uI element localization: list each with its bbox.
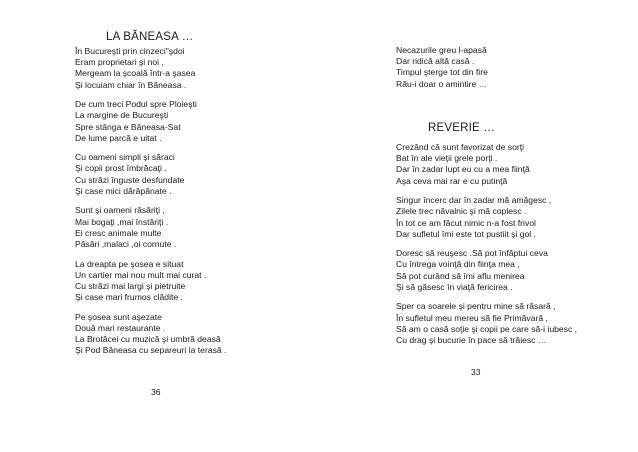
right-page	[319, 0, 638, 452]
poem-title-reverie: REVERIE …	[428, 122, 495, 134]
verse-line: Dar ridică altă casă .	[396, 56, 475, 67]
verse-line: Sunt şi oameni răsăriţi ,	[75, 205, 165, 216]
verse-line: Şi locuiam chiar în Băneasa .	[75, 79, 187, 90]
verse-line: Şi să găsesc în viaţă fericirea .	[396, 281, 513, 292]
verse-line: Cu oameni simpli şi săraci	[75, 152, 175, 163]
poem-body-la-baneasa	[75, 46, 226, 365]
verse-line: Rău-i doar o amintire …	[396, 78, 488, 89]
verse-line: Să pot curând să îmi aflu menirea	[396, 270, 525, 281]
stanza	[396, 195, 577, 240]
verse-line: Mergeam la şcoală într-a şasea	[75, 68, 196, 79]
verse-line: Crezând că sunt favorizat de sorţi	[396, 142, 525, 152]
verse-line: Timpul şterge tot din fire	[396, 67, 488, 78]
stanza	[396, 142, 577, 187]
verse-line: Un cartier mai nou mult mai curat .	[75, 269, 207, 280]
verse-line: Păsări ,malaci ,oi cornute .	[75, 238, 177, 249]
verse-line: Zilele trec năvalnic şi mă coplesc .	[396, 206, 527, 217]
verse-line: Dar sufletul îmi este tot pustiit şi gol .	[396, 228, 536, 239]
verse-line: Eram proprietari şi noi ,	[75, 57, 164, 68]
verse-line: Necazurile greu l-apasă	[396, 45, 487, 55]
verse-line: În tot ce am făcut nimic n-a fost frivol	[396, 217, 536, 228]
verse-line: Şi case mari frumos clădite .	[75, 292, 183, 303]
verse-line: Pe şosea sunt aşezate	[75, 311, 162, 322]
verse-line: Ei cresc animale multe	[75, 227, 162, 238]
verse-line: Două mari restaurante .	[75, 322, 166, 333]
verse-line: Doresc să reuşesc .Să pot înfăptui ceva	[396, 248, 548, 259]
verse-line: De cum treci Podul spre Ploieşti	[75, 99, 197, 110]
stanza	[75, 99, 226, 144]
verse-line: Sper ca soarele şi pentru mine să răsară ,	[396, 301, 556, 312]
verse-line: La margine de Bucureşti	[75, 110, 169, 121]
poem-ending-la-baneasa	[396, 45, 488, 98]
verse-line: La dreapta pe şosea e situat	[75, 258, 184, 269]
verse-line: Cu întrega voinţă din fiinţa mea ,	[396, 259, 520, 270]
verse-line: Mai bogaţi ,mai înstăriţi .	[75, 216, 169, 227]
page-number: 33	[471, 367, 481, 377]
verse-line: De lume parcă e uitat .	[75, 132, 162, 143]
stanza	[396, 45, 488, 90]
poem-body-reverie	[396, 142, 577, 355]
verse-line: Aşa ceva mai rar e cu putinţă	[396, 175, 508, 186]
verse-line: În Bucureşti prin cinzeci"şdoi	[75, 46, 185, 56]
stanza	[75, 259, 226, 304]
stanza	[75, 46, 226, 91]
verse-line: La Brotăcei cu muzică şi umbră deasă	[75, 334, 221, 345]
verse-line: Cu drag şi bucurie în pace să trăiesc …	[396, 334, 547, 345]
verse-line: Să am o casă soţie şi copii pe care să-i iubesc ,	[396, 323, 578, 334]
verse-line: Şi copii prost îmbrăcaţi .	[75, 163, 167, 174]
verse-line: Cu străzi înguste desfundate	[75, 174, 185, 185]
verse-line: În sufletul meu mereu să fie Primăvară ,	[396, 312, 548, 323]
verse-line: Cu străzi mai largi şi pietruite	[75, 280, 186, 291]
verse-line: Bat în ale vieţii grele porţi .	[396, 153, 498, 164]
verse-line: Şi case mici dărăpănate .	[75, 185, 172, 196]
verse-line: Şi Pod Băneasa cu separeuri la terasă .	[75, 345, 227, 356]
poem-title-la-baneasa: LA BĂNEASA …	[106, 31, 194, 43]
stanza	[396, 248, 577, 293]
stanza	[75, 312, 226, 357]
stanza	[75, 205, 226, 250]
verse-line: Spre stânga e Băneasa-Sat	[75, 121, 181, 132]
page-number: 36	[151, 387, 161, 397]
verse-line: Dar în zadar lupt eu cu a mea fiinţă	[396, 164, 530, 175]
stanza	[75, 152, 226, 197]
stanza	[396, 301, 577, 346]
verse-line: Singur încerc dar în zadar mă amăgesc ,	[396, 195, 552, 206]
